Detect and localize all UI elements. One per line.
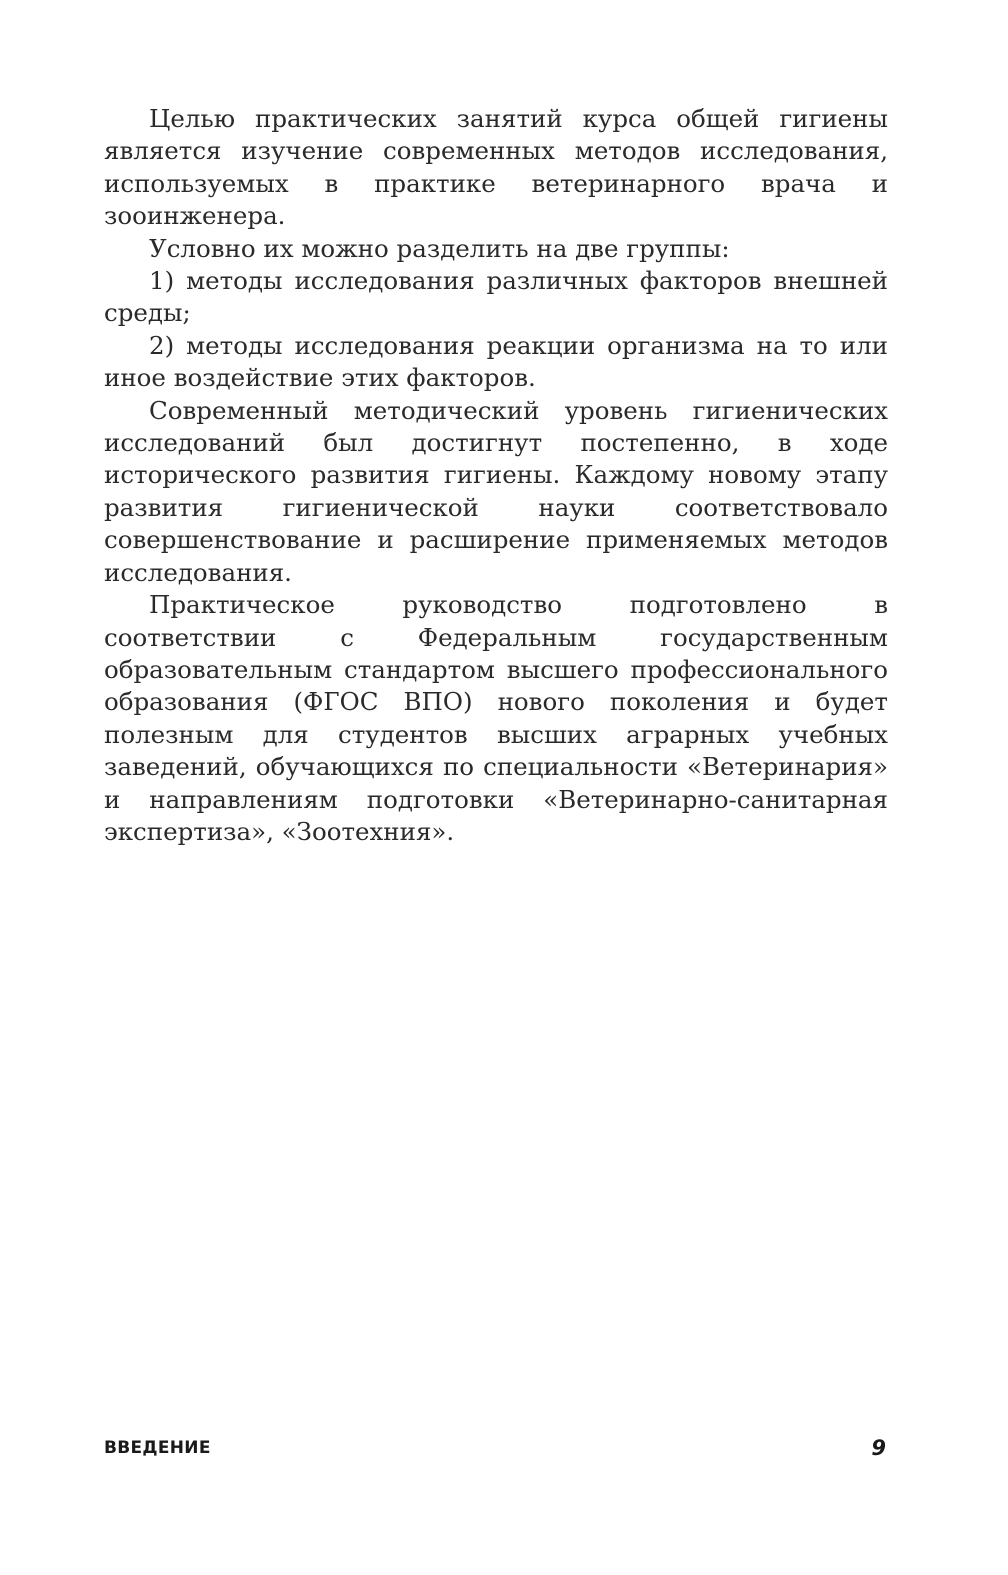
paragraph-groups-intro: Условно их можно разделить на две группы: (149, 233, 730, 263)
running-footer-section: ВВЕДЕНИЕ (104, 1438, 211, 1458)
list-item-2: 2) методы исследования реакции организма на то или иное воздействие этих факторов. (104, 330, 888, 393)
page-number: 9 (871, 1436, 886, 1460)
body-text (104, 103, 888, 848)
list-item-1: 1) методы исследования различных факторов внешней среды; (104, 266, 888, 328)
paragraph-goal: Целью практических занятий курса общей гигиены является изучение современных методов исследования, используемых в практике ветеринарного врача и зооинженера. (104, 104, 888, 231)
paragraph-history: Современный методический уровень гигиенических исследований был достигнут постепенно, в ходе исторического развития гигиены. Каждому новому этапу развития гигиенической науки соответствовало совершенствование и расширение применяемых методов исследования. (104, 395, 888, 587)
paragraph-standard: Практическое руководство подготовлено в соответствии с Федеральным государственным образовательным стандартом высшего профессионального образования (ФГОС ВПО) нового поколения и будет полезным для студентов высших аграрных учебных заведений, обучающихся по специальности «Ветеринария» и направлениям подготовки «Ветеринарно-санитарная экспертиза», «Зоотехния». (104, 590, 888, 846)
page-footer (104, 1436, 888, 1466)
